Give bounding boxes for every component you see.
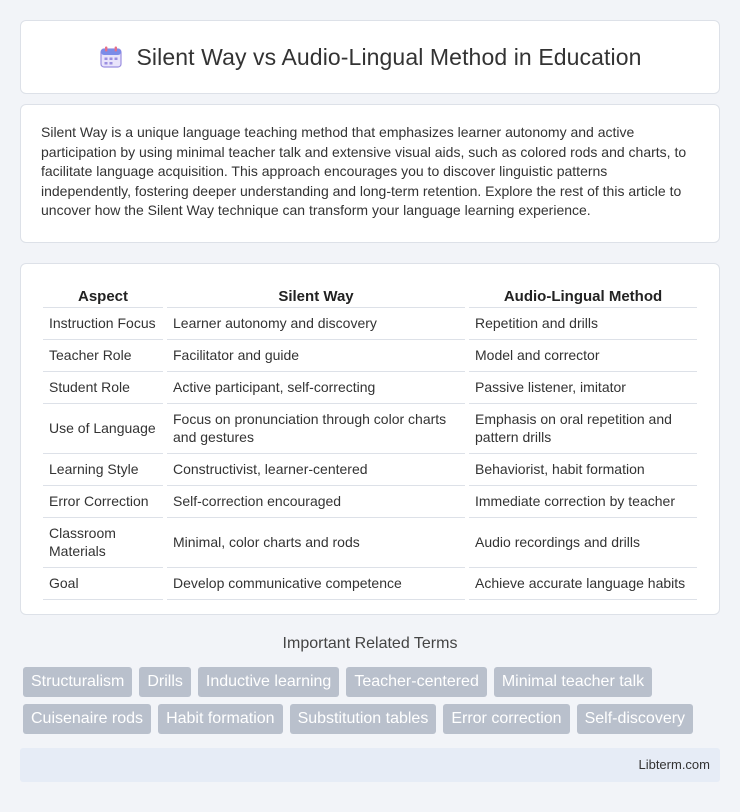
related-term-tag[interactable]: Error correction <box>443 704 569 734</box>
table-cell: Behaviorist, habit formation <box>469 454 697 486</box>
table-cell: Repetition and drills <box>469 308 697 340</box>
table-cell: Classroom Materials <box>43 518 163 568</box>
table-cell: Audio recordings and drills <box>469 518 697 568</box>
intro-text: Silent Way is a unique language teaching method that emphasizes learner autonomy and active participation by using minimal teacher talk and extensive visual aids, such as colored rods and charts, to facilitate language acquisition. This approach encourages you to discover linguistic patterns independently, fostering deeper understanding and long-term retention. Explore the rest of this article to uncover how the Silent Way technique can transform your language learning experience. <box>41 124 687 219</box>
table-cell: Active participant, self-correcting <box>167 372 465 404</box>
table-cell: Self-correction encouraged <box>167 486 465 518</box>
related-terms-title: Important Related Terms <box>282 635 458 652</box>
table-row <box>43 372 697 404</box>
table-row <box>43 404 697 454</box>
table-cell: Develop communicative competence <box>167 568 465 600</box>
table-row <box>43 518 697 568</box>
related-term-tag[interactable]: Drills <box>139 667 191 697</box>
tag-row <box>23 704 723 734</box>
table-cell: Learner autonomy and discovery <box>167 308 465 340</box>
table-row <box>43 486 697 518</box>
related-term-tag[interactable]: Structuralism <box>23 667 132 697</box>
calendar-icon <box>98 44 124 70</box>
related-term-tag[interactable]: Substitution tables <box>290 704 437 734</box>
table-cell: Focus on pronunciation through color charts and gestures <box>167 404 465 454</box>
table-cell: Use of Language <box>43 404 163 454</box>
table-cell: Passive listener, imitator <box>469 372 697 404</box>
footer-link[interactable]: Libterm.com <box>638 757 710 772</box>
table-row <box>43 340 697 372</box>
footer <box>20 748 720 782</box>
table-row <box>43 568 697 600</box>
table-body <box>43 308 697 600</box>
table-header-row <box>43 284 697 308</box>
tag-row <box>23 667 723 697</box>
comparison-table-card <box>20 263 720 615</box>
header-aspect: Aspect <box>43 284 163 308</box>
intro-card <box>20 104 720 243</box>
related-term-tag[interactable]: Teacher-centered <box>346 667 487 697</box>
table-cell: Goal <box>43 568 163 600</box>
page-title: Silent Way vs Audio-Lingual Method in Education <box>136 43 642 70</box>
comparison-table <box>39 284 701 600</box>
related-term-tag[interactable]: Minimal teacher talk <box>494 667 652 697</box>
table-cell: Immediate correction by teacher <box>469 486 697 518</box>
title-card <box>20 20 720 94</box>
table-cell: Instruction Focus <box>43 308 163 340</box>
table-cell: Error Correction <box>43 486 163 518</box>
header-audio-lingual: Audio-Lingual Method <box>469 284 697 308</box>
table-cell: Minimal, color charts and rods <box>167 518 465 568</box>
table-cell: Facilitator and guide <box>167 340 465 372</box>
related-terms-list <box>23 667 723 741</box>
table-cell: Emphasis on oral repetition and pattern drills <box>469 404 697 454</box>
table-cell: Teacher Role <box>43 340 163 372</box>
table-cell: Model and corrector <box>469 340 697 372</box>
related-term-tag[interactable]: Habit formation <box>158 704 283 734</box>
table-cell: Student Role <box>43 372 163 404</box>
related-term-tag[interactable]: Cuisenaire rods <box>23 704 151 734</box>
related-term-tag[interactable]: Self-discovery <box>577 704 693 734</box>
title-wrap <box>98 44 641 71</box>
table-row <box>43 454 697 486</box>
table-cell: Learning Style <box>43 454 163 486</box>
table-cell: Constructivist, learner-centered <box>167 454 465 486</box>
table-row <box>43 308 697 340</box>
header-silent-way: Silent Way <box>167 284 465 308</box>
table-cell: Achieve accurate language habits <box>469 568 697 600</box>
related-term-tag[interactable]: Inductive learning <box>198 667 339 697</box>
